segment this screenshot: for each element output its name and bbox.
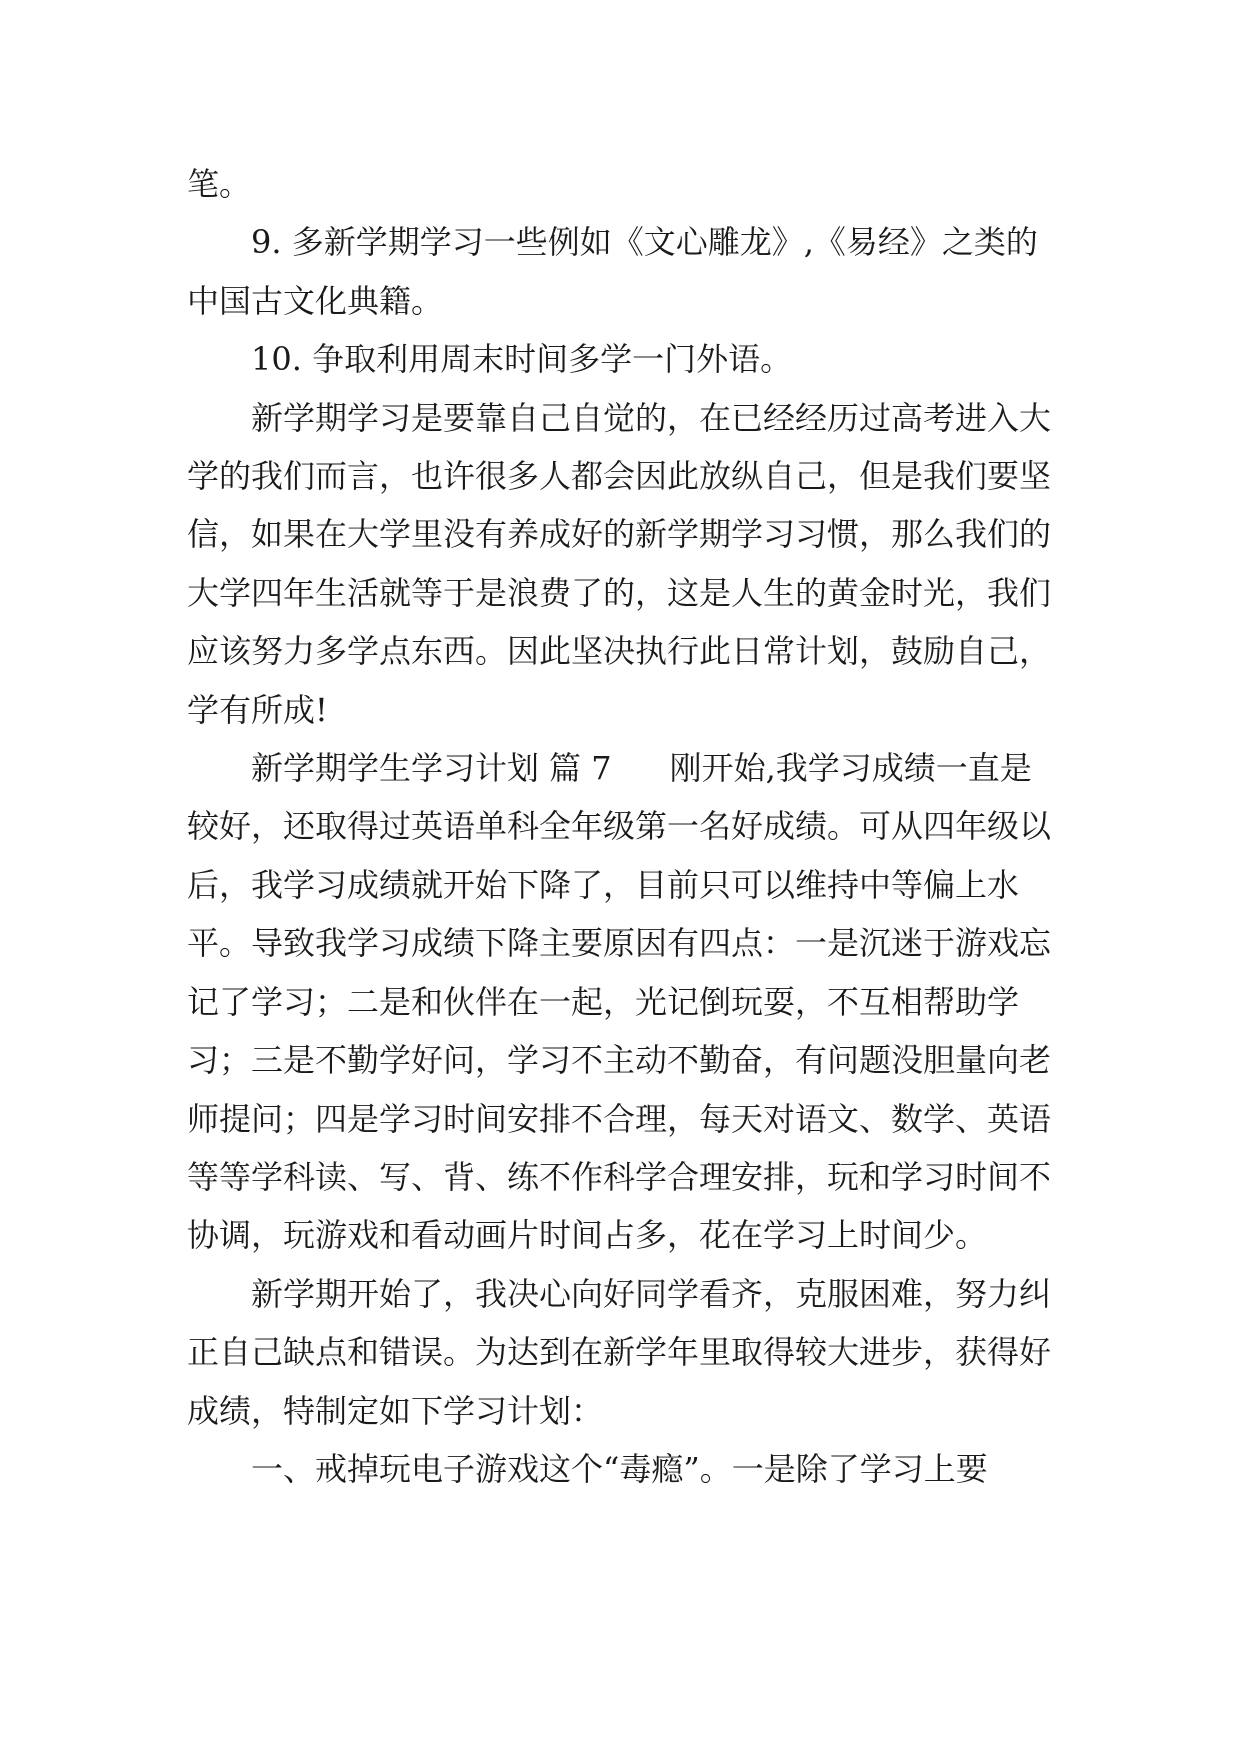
section-first-text: 刚开始,我学习成绩一直是较好，还取得过英语单科全年级第一名好成绩。可从四年级以后，我学习成绩就开始下降了，目前只可以维持中等偏上水平。导致我学习成绩下降主要原因有四点：一是沉迷于游戏忘记了学习；二是和伙伴在一起，光记倒玩耍，不互相帮助学习；三是不勤学好问，学习不主动不勤奋，有问题没胆量向老师提问；四是学习时间安排不合理，每天对语文、数学、英语等等学科读、写、背、练不作科学合理安排，玩和学习时间不协调，玩游戏和看动画片时间占多，花在学习上时间少。 xyxy=(187,749,1052,1255)
paragraph-continuation: 笔。 xyxy=(187,165,252,203)
plan-intro-paragraph: 新学期开始了，我决心向好同学看齐，克服困难，努力纠正自己缺点和错误。为达到在新学年里取得较大进步，获得好成绩，特制定如下学习计划： xyxy=(187,1274,1052,1430)
list-item-10: 10. 争取利用周末时间多学一门外语。 xyxy=(251,340,793,379)
conclusion-paragraph: 新学期学习是要靠自己自觉的，在已经经历过高考进入大学的我们而言，也许很多人都会因此放纵自己，但是我们要坚信，如果在大学里没有养成好的新学期学习习惯，那么我们的大学四年生活就等于是浪费了的，这是人生的黄金时光，我们应该努力多学点东西。因此坚决执行此日常计划，鼓励自己，学有所成! xyxy=(187,398,1052,729)
section-number: 篇 7 xyxy=(549,749,612,788)
section-7-paragraph xyxy=(187,739,1057,1265)
document-body xyxy=(187,155,1057,1498)
plan-item-1-paragraph: 一、戒掉玩电子游戏这个“毒瘾”。一是除了学习上要 xyxy=(251,1449,988,1488)
list-item-9: 9. 多新学期学习一些例如《文心雕龙》,《易经》之类的中国古文化典籍。 xyxy=(187,223,1038,320)
section-heading: 新学期学生学习计划 xyxy=(251,749,540,788)
